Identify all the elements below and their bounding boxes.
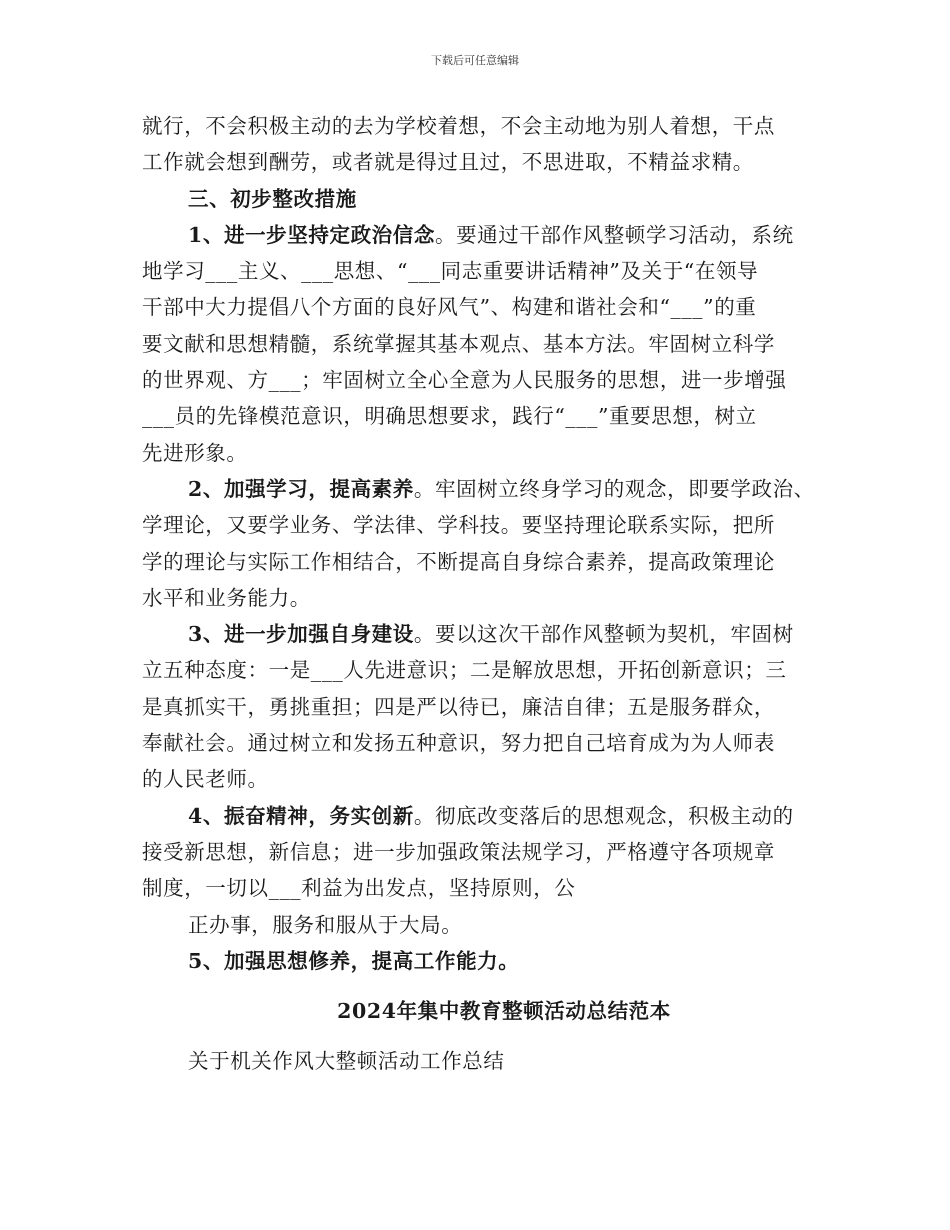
paragraph-line: 奉献社会。通过树立和发扬五种意识，努力把自己培育成为为人师表 xyxy=(142,731,775,756)
paragraph-line: 是真抓实干，勇挑重担；四是严以待已，廉洁自律；五是服务群众， xyxy=(142,694,775,719)
paragraph-line: 工作就会想到酬劳，或者就是得过且过，不思进取，不精益求精。 xyxy=(142,150,754,175)
measure-3-heading: 3、进一步加强自身建设 xyxy=(188,622,414,647)
document-body xyxy=(142,108,815,1080)
paragraph-line: 先进形象。 xyxy=(142,440,248,465)
paragraph-line: 就行，不会积极主动的去为学校着想，不会主动地为别人着想，干点 xyxy=(142,114,775,138)
paragraph-line: 正办事，服务和服从于大局。 xyxy=(188,912,463,937)
paragraph-line: 干部中大力提倡八个方面的良好风气”、构建和谐社会和“___”的重 xyxy=(142,295,757,320)
measure-1-line: 1、进一步坚持定政治信念。要通过干部作风整顿学习活动，系统 xyxy=(188,222,794,247)
paragraph-line: 立五种态度：一是___人先进意识；二是解放思想，开拓创新意识；三 xyxy=(142,658,787,683)
measure-1-heading: 1、进一步坚持定政治信念 xyxy=(188,222,435,247)
section-heading: 三、初步整改措施 xyxy=(188,186,357,211)
measure-5-heading: 5、加强思想修养，提高工作能力。 xyxy=(188,948,520,973)
paragraph-line: 的人民老师。 xyxy=(142,767,269,792)
paragraph-line: 学理论，又要学业务、学法律、学科技。要坚持理论联系实际，把所 xyxy=(142,513,775,538)
document-title: 2024年集中教育整顿活动总结范本 xyxy=(337,999,671,1024)
paragraph-line: 制度，一切以___利益为出发点，坚持原则，公 xyxy=(142,876,576,901)
paragraph-line: 水平和业务能力。 xyxy=(142,585,311,610)
paragraph-line: 地学习___主义、___思想、“___同志重要讲话精神”及关于“在领导 xyxy=(142,259,759,284)
subtitle-line: 关于机关作风大整顿活动工作总结 xyxy=(188,1049,505,1074)
measure-2-line: 2、加强学习，提高素养。牢固树立终身学习的观念，即要学政治、 xyxy=(188,476,815,501)
spacer xyxy=(142,1029,812,1043)
page-header-note: 下载后可任意编辑 xyxy=(431,54,519,67)
paragraph-line: ___员的先锋模范意识，明确思想要求，践行“___”重要思想，树立 xyxy=(142,404,757,429)
paragraph-line: 学的理论与实际工作相结合，不断提高自身综合素养，提高政策理论 xyxy=(142,549,775,574)
measure-5-line xyxy=(142,943,812,979)
spacer xyxy=(142,979,812,993)
paragraph-line: 的世界观、方___；牢固树立全心全意为人民服务的思想，进一步增强 xyxy=(142,368,787,393)
measure-4-heading: 4、振奋精神，务实创新 xyxy=(188,803,414,828)
paragraph-line: 要文献和思想精髓，系统掌握其基本观点、基本方法。牢固树立科学 xyxy=(142,331,775,356)
paragraph-line: 接受新思想，新信息；进一步加强政策法规学习，严格遵守各项规章 xyxy=(142,839,775,864)
measure-2-heading: 2、加强学习，提高素养 xyxy=(188,476,414,501)
measure-3-line: 3、进一步加强自身建设。要以这次干部作风整顿为契机，牢固树 xyxy=(188,622,794,647)
measure-4-line: 4、振奋精神，务实创新。彻底改变落后的思想观念，积极主动的 xyxy=(188,803,794,828)
